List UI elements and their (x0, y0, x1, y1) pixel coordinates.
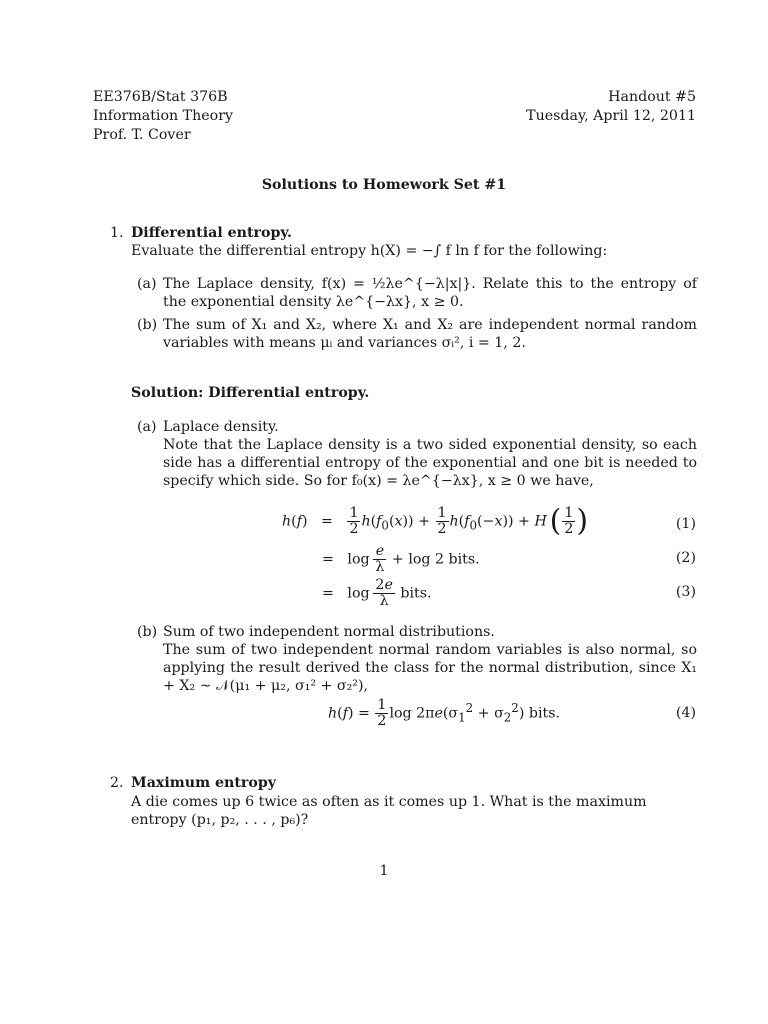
handout-number: Handout #5 (608, 89, 696, 105)
equation-4-number: (4) (675, 705, 696, 721)
header-left (93, 88, 233, 145)
handout-date: Tuesday, April 12, 2011 (526, 108, 696, 124)
problem-1-intro: Evaluate the differential entropy h(X) = −∫ f ln f for the following: (131, 243, 608, 259)
page-number: 1 (379, 863, 389, 879)
solution-1b (137, 623, 697, 695)
course-code: EE376B/Stat 376B (93, 89, 228, 105)
problem-1b-label: (b) (137, 317, 158, 333)
solution-1b-title: Sum of two independent normal distributions. (163, 624, 495, 640)
equation-3: = log $\frac{2e}{\lambda}$ bits. (322, 577, 432, 609)
solution-1b-label: (b) (137, 624, 158, 640)
problem-1a-text: The Laplace density, f(x) = ½λe^{−λ|x|}. Relate this to the entropy of the exponential density λe^{−λx}, x ≥ 0. (163, 276, 697, 310)
problem-1a (137, 275, 697, 311)
problem-1b (137, 316, 697, 352)
solution-1a-text: Note that the Laplace density is a two sided exponential density, so each side has a differential entropy of the exponential and one bit is needed to specify which side. So for f₀(x) = λe^{−λx}, x ≥ 0 we have, (163, 437, 697, 489)
professor: Prof. T. Cover (93, 127, 191, 143)
equation-4: h(f) = $\frac{1}{2}$ $\log 2\pi e(\sigma_1^2 + \sigma_2^2)$ bits. (328, 697, 560, 729)
equation-3-number: (3) (675, 584, 696, 600)
solution-1-heading: Solution: Differential entropy. (131, 385, 370, 401)
equation-1-number: (1) (675, 516, 696, 532)
course-subject: Information Theory (93, 108, 233, 124)
solution-1a (137, 418, 697, 490)
header-right (526, 88, 696, 126)
problem-2-heading: Maximum entropy (131, 775, 277, 791)
page-title: Solutions to Homework Set #1 (261, 177, 507, 193)
solution-1a-title: Laplace density. (163, 419, 279, 435)
problem-1-number: 1. (110, 225, 124, 241)
equation-2: = log $\frac{e}{\lambda}$ + log 2 bits. (322, 543, 480, 575)
solution-1a-label: (a) (137, 419, 157, 435)
problem-1a-label: (a) (137, 276, 157, 292)
problem-1b-text: The sum of X₁ and X₂, where X₁ and X₂ are independent normal random variables with means μᵢ and variances σᵢ², i = 1, 2. (163, 317, 697, 351)
equation-1: h(f) = $\frac{1}{2}$ $h(f_0(x))$ + $\frac{1}{2}$ $h(f_0(-x)) + H$ ( $\frac{1}{2}$ ) (282, 503, 589, 539)
problem-2-text: A die comes up 6 twice as often as it comes up 1. What is the maximum entropy (p₁, p₂, . . . , p₆)? (131, 794, 647, 828)
equation-2-number: (2) (675, 550, 696, 566)
problem-1-heading: Differential entropy. (131, 225, 292, 241)
problem-2-number: 2. (110, 775, 124, 791)
solution-1b-text: The sum of two independent normal random variables is also normal, so applying the result derived the class for the normal distribution, since X₁ + X₂ ∼ 𝒩(μ₁ + μ₂, σ₁² + σ₂²), (163, 642, 697, 694)
